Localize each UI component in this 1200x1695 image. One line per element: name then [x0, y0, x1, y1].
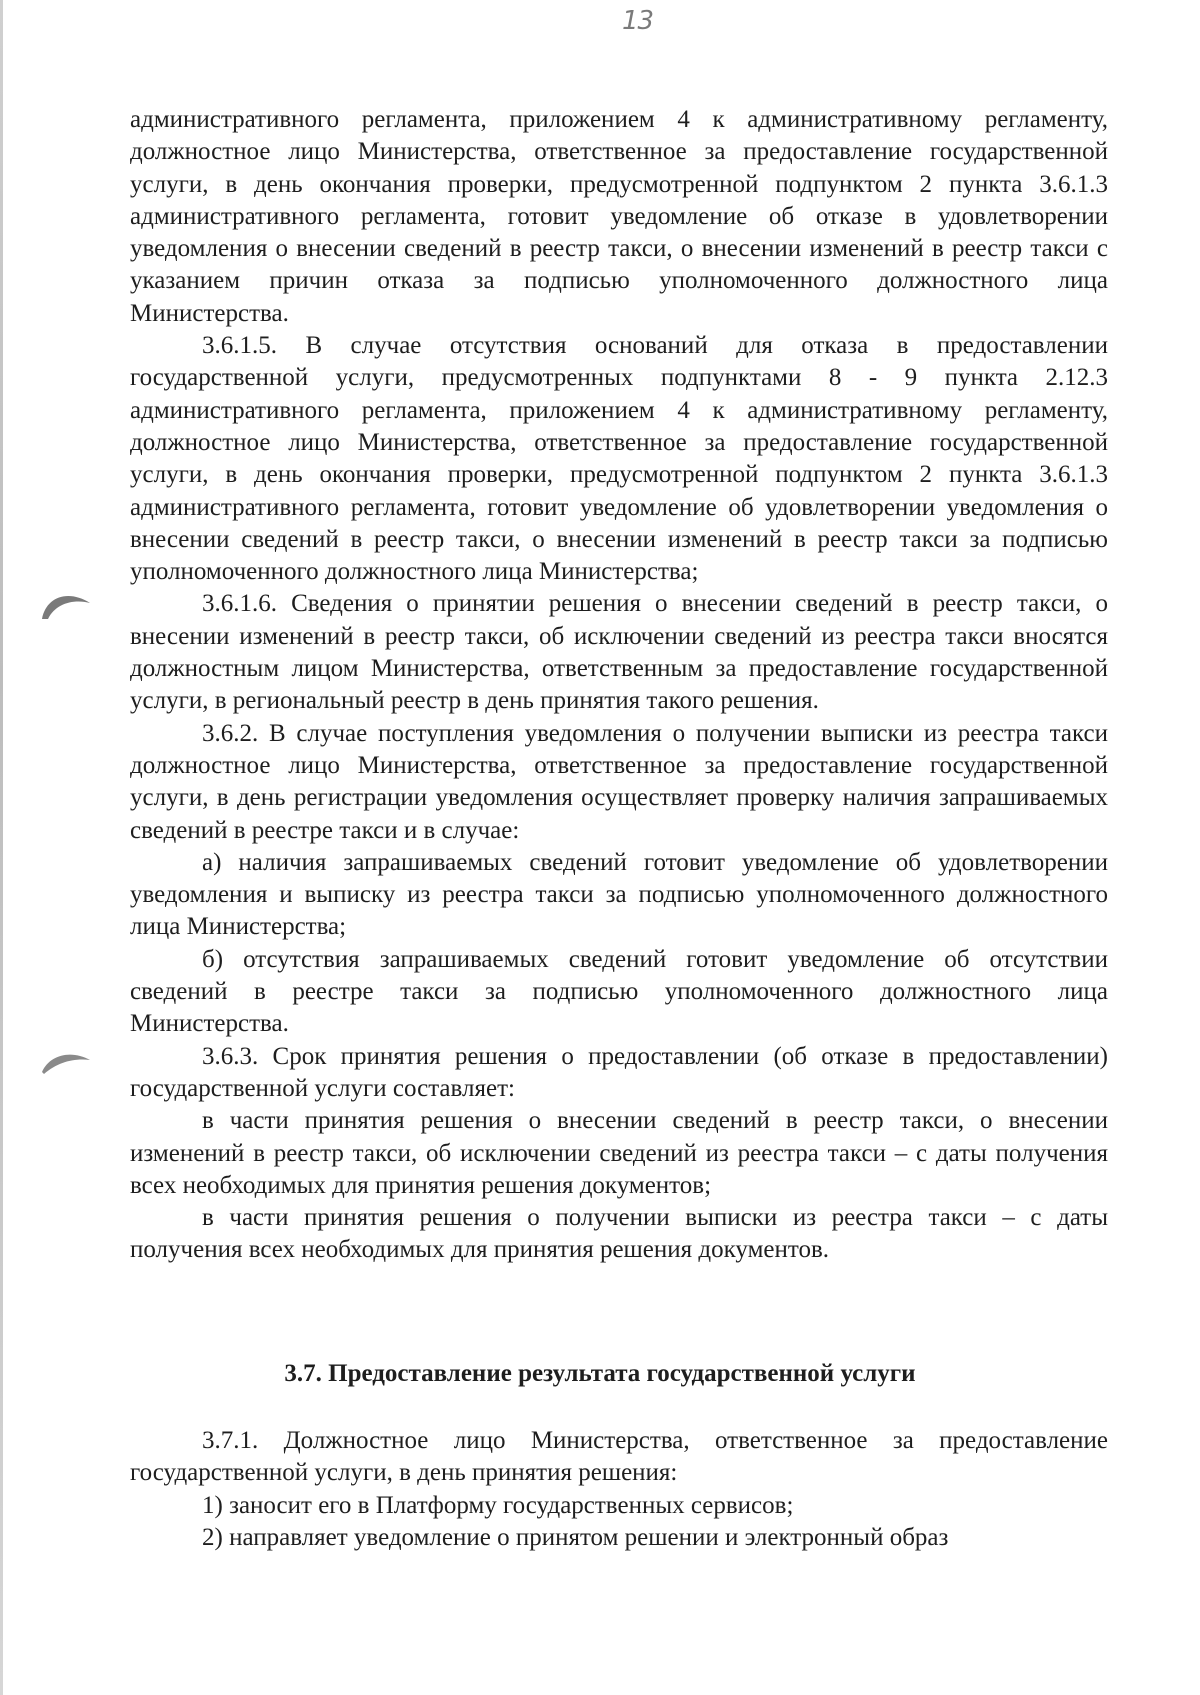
paragraph: 3.7.1. Должностное лицо Министерства, ответственное за предоставление государственной услуги, в день принятия решения: [130, 1427, 1108, 1487]
paragraph: а) наличия запрашиваемых сведений готовит уведомление об удовлетворении уведомления и выписку из реестра такси за подписью уполномоченного должностного лица Министерства; [130, 848, 1108, 941]
paragraph: в части принятия решения о внесении сведений в реестр такси, о внесении изменений в реестр такси, об исключении сведений из реестра такси – с даты получения всех необходимых для принятия решения документов; [130, 1107, 1108, 1199]
section-body [130, 1425, 1108, 1554]
punch-hole-mark [40, 585, 92, 621]
paragraph: административного регламента, приложением 4 к административному регламенту, должностное лицо Министерства, ответственное за предоставление государственной услуги, в день окончания проверки, предусмотренной подпунктом 2 пункта 3.6.1.3 административного регламента, готовит уведомление об отказе в удовлетворении уведомления о внесении сведений в реестр такси, о внесении изменений в реестр такси с указанием причин отказа за подписью уполномоченного должностного лица Министерства. [130, 106, 1108, 327]
paragraph: 3.6.1.5. В случае отсутствия оснований для отказа в предоставлении государственной услуги, предусмотренных подпунктами 8 - 9 пункта 2.12.3 административного регламента, приложением 4 к административному регламенту, должностное лицо Министерства, ответственное за предоставление государственной услуги, в день окончания проверки, предусмотренной подпунктом 2 пункта 3.6.1.3 административного регламента, готовит уведомление об удовлетворении уведомления о внесении сведений в реестр такси, о внесении изменений в реестр такси за подписью уполномоченного должностного лица Министерства; [130, 332, 1108, 586]
section-heading: 3.7. Предоставление результата государственной услуги [284, 1360, 916, 1387]
paragraph: 3.6.2. В случае поступления уведомления о получении выписки из реестра такси должностное лицо Министерства, ответственное за предоставление государственной услуги, в день регистрации уведомления осуществляет проверку наличия запрашиваемых сведений в реестре такси и в случае: [130, 719, 1108, 844]
paragraph: 3.6.1.6. Сведения о принятии решения о внесении сведений в реестр такси, о внесении изменений в реестр такси, об исключении сведений из реестра такси вносятся должностным лицом Министерства, ответственным за предоставление государственной услуги, в региональный реестр в день принятия такого решения. [130, 590, 1108, 715]
paragraph: 3.6.3. Срок принятия решения о предоставлении (об отказе в предоставлении) государственной услуги составляет: [130, 1042, 1108, 1102]
paragraph: 1) заносит его в Платформу государственных сервисов; [202, 1491, 794, 1519]
page-number: 13 [622, 6, 654, 36]
punch-hole-mark [40, 1048, 92, 1078]
document-body [130, 104, 1108, 1267]
paragraph: б) отсутствия запрашиваемых сведений готовит уведомление об отсутствии сведений в реестре такси за подписью уполномоченного должностного лица Министерства. [130, 945, 1108, 1038]
paragraph: в части принятия решения о получении выписки из реестра такси – с даты получения всех необходимых для принятия решения документов. [130, 1204, 1108, 1264]
page-edge [0, 0, 3, 1695]
paragraph: 2) направляет уведомление о принятом решении и электронный образ [202, 1523, 949, 1551]
